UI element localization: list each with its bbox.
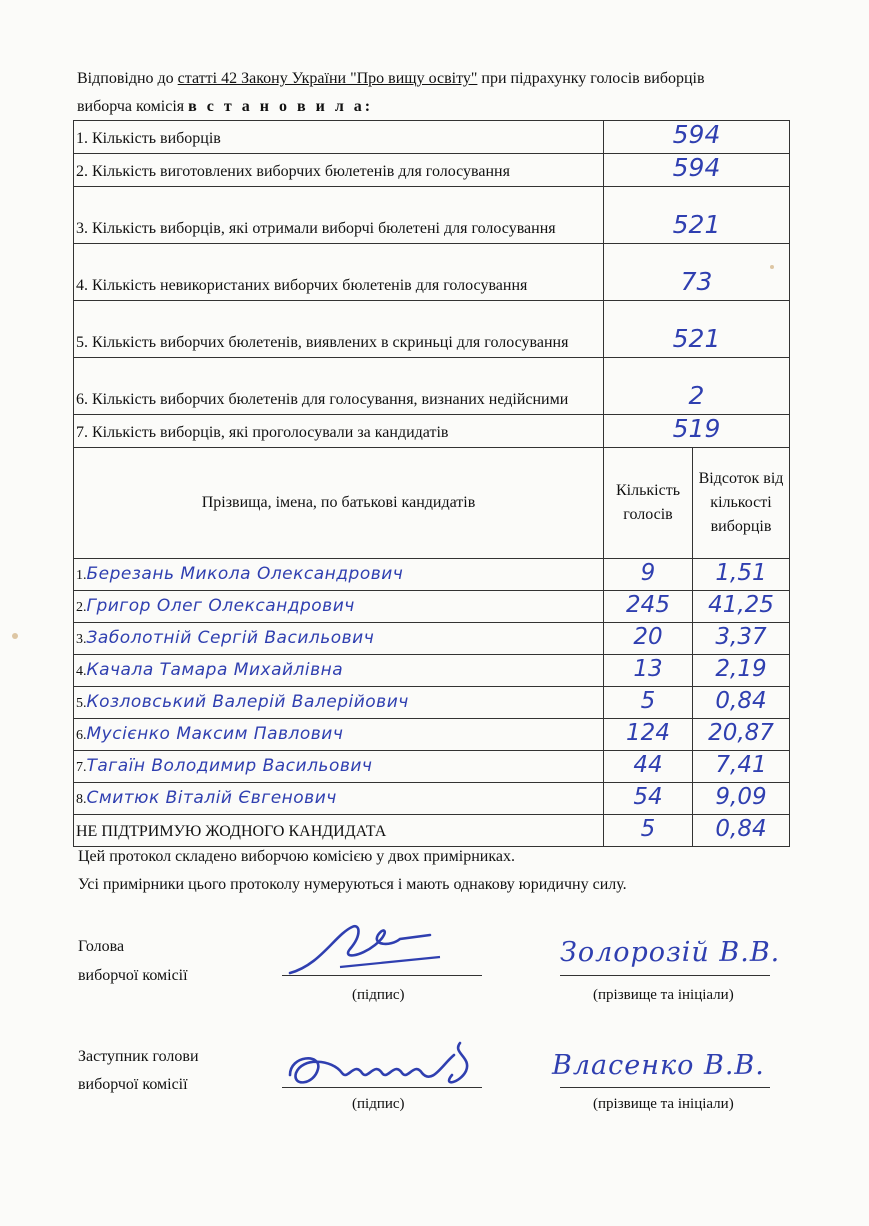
stat-value: 521 xyxy=(604,187,790,244)
stat-value: 594 xyxy=(604,121,790,154)
deputy-name-caption: (прізвище та ініціали) xyxy=(593,1096,734,1112)
candidate-votes: 245 xyxy=(626,592,670,618)
candidate-name: Мусієнко Максим Павлович xyxy=(86,724,344,744)
none-percent: 0,84 xyxy=(715,816,767,842)
candidate-name: Григор Олег Олександрович xyxy=(86,596,355,616)
candidate-percent: 2,19 xyxy=(715,656,767,682)
candidate-votes: 44 xyxy=(633,752,663,778)
candidate-row xyxy=(74,591,790,623)
deputy-name: Власенко В.В. xyxy=(552,1050,765,1081)
stat-label: 7. Кількість виборців, які проголосували за кандидатів xyxy=(74,415,604,448)
candidate-votes: 54 xyxy=(633,784,663,810)
candidate-votes: 20 xyxy=(633,624,663,650)
candidate-name: Качала Тамара Михайлівна xyxy=(86,660,344,680)
stat-value: 73 xyxy=(604,244,790,301)
footer-line-1: Цей протокол складено виборчою комісією у двох примірниках. xyxy=(78,848,515,865)
stat-row xyxy=(74,187,790,244)
candidate-percent: 7,41 xyxy=(715,752,767,778)
candidate-number: 5. xyxy=(76,696,87,711)
chair-signature-caption: (підпис) xyxy=(352,987,405,1003)
candidate-number: 4. xyxy=(76,664,87,679)
chair-signature-line xyxy=(282,974,482,976)
candidate-percent: 9,09 xyxy=(715,784,767,810)
stat-row xyxy=(74,415,790,448)
scan-speck xyxy=(770,265,774,269)
established-word: в с т а н о в и л а: xyxy=(188,98,374,115)
deputy-signature-line xyxy=(282,1086,482,1088)
stat-row xyxy=(74,154,790,187)
candidate-row xyxy=(74,751,790,783)
candidate-percent: 0,84 xyxy=(715,688,767,714)
candidate-number: 2. xyxy=(76,600,87,615)
candidate-row xyxy=(74,719,790,751)
stat-row xyxy=(74,121,790,154)
stat-label: 3. Кількість виборців, які отримали виборчі бюлетені для голосування xyxy=(74,187,604,244)
chair-name-line xyxy=(560,974,770,976)
candidate-votes: 124 xyxy=(626,720,670,746)
none-votes: 5 xyxy=(640,816,656,842)
candidate-percent: 1,51 xyxy=(715,560,767,586)
stat-value: 519 xyxy=(604,415,790,448)
intro-line-1: Відповідно до статті 42 Закону України "Про вищу освіту" при підрахунку голосів виборців xyxy=(77,70,705,87)
candidate-row xyxy=(74,783,790,815)
candidate-name: Березань Микола Олександрович xyxy=(86,564,404,584)
candidates-header xyxy=(74,448,790,559)
candidate-votes: 9 xyxy=(640,560,656,586)
candidate-percent: 20,87 xyxy=(708,720,774,746)
candidate-number: 8. xyxy=(76,792,87,807)
deputy-role: Заступник голови виборчої комісії xyxy=(78,1048,199,1093)
candidate-row xyxy=(74,623,790,655)
candidate-votes: 13 xyxy=(633,656,663,682)
none-label: НЕ ПІДТРИМУЮ ЖОДНОГО КАНДИДАТА xyxy=(74,815,604,847)
candidate-number: 3. xyxy=(76,632,87,647)
footer-line-2: Усі примірники цього протоколу нумеруються і мають однакову юридичну силу. xyxy=(78,876,627,893)
stat-label: 4. Кількість невикористаних виборчих бюлетенів для голосування xyxy=(74,244,604,301)
deputy-signature-caption: (підпис) xyxy=(352,1096,405,1112)
stat-label: 6. Кількість виборчих бюлетенів для голосування, визнаних недійсними xyxy=(74,358,604,415)
header-name: Прізвища, імена, по батькові кандидатів xyxy=(74,448,604,559)
candidate-votes: 5 xyxy=(640,688,656,714)
header-percent: Відсоток від кількості виборців xyxy=(693,448,790,559)
stat-label: 2. Кількість виготовлених виборчих бюлетенів для голосування xyxy=(74,154,604,187)
header-votes: Кількість голосів xyxy=(604,448,693,559)
candidate-name: Смитюк Віталій Євгенович xyxy=(86,788,337,808)
candidate-number: 6. xyxy=(76,728,87,743)
candidate-number: 1. xyxy=(76,568,87,583)
law-reference: статті 42 Закону України "Про вищу освіту" xyxy=(177,70,478,87)
none-row xyxy=(74,815,790,847)
candidate-number: 7. xyxy=(76,760,87,775)
candidate-row xyxy=(74,559,790,591)
stat-value: 521 xyxy=(604,301,790,358)
deputy-name-line xyxy=(560,1086,770,1088)
candidate-name: Заболотній Сергій Васильович xyxy=(86,628,375,648)
candidate-name: Козловський Валерій Валерійович xyxy=(86,692,409,712)
stat-row xyxy=(74,358,790,415)
chair-role: Голова виборчої комісії xyxy=(78,938,188,984)
protocol-table xyxy=(73,120,790,847)
stat-label: 1. Кількість виборців xyxy=(74,121,604,154)
scan-speck xyxy=(12,633,18,639)
stat-value: 2 xyxy=(604,358,790,415)
chair-signature xyxy=(280,905,490,980)
intro-line-2: виборча комісія в с т а н о в и л а: xyxy=(77,98,374,115)
stat-label: 5. Кількість виборчих бюлетенів, виявлених в скриньці для голосування xyxy=(74,301,604,358)
candidate-row xyxy=(74,655,790,687)
candidate-percent: 3,37 xyxy=(715,624,767,650)
chair-name-caption: (прізвище та ініціали) xyxy=(593,987,734,1003)
candidate-percent: 41,25 xyxy=(708,592,774,618)
candidate-row xyxy=(74,687,790,719)
deputy-signature xyxy=(282,1035,502,1100)
stat-value: 594 xyxy=(604,154,790,187)
stat-row xyxy=(74,301,790,358)
candidate-name: Тагаїн Володимир Васильович xyxy=(86,756,373,776)
stat-row xyxy=(74,244,790,301)
chair-name: Золорозій В.В. xyxy=(560,937,781,968)
